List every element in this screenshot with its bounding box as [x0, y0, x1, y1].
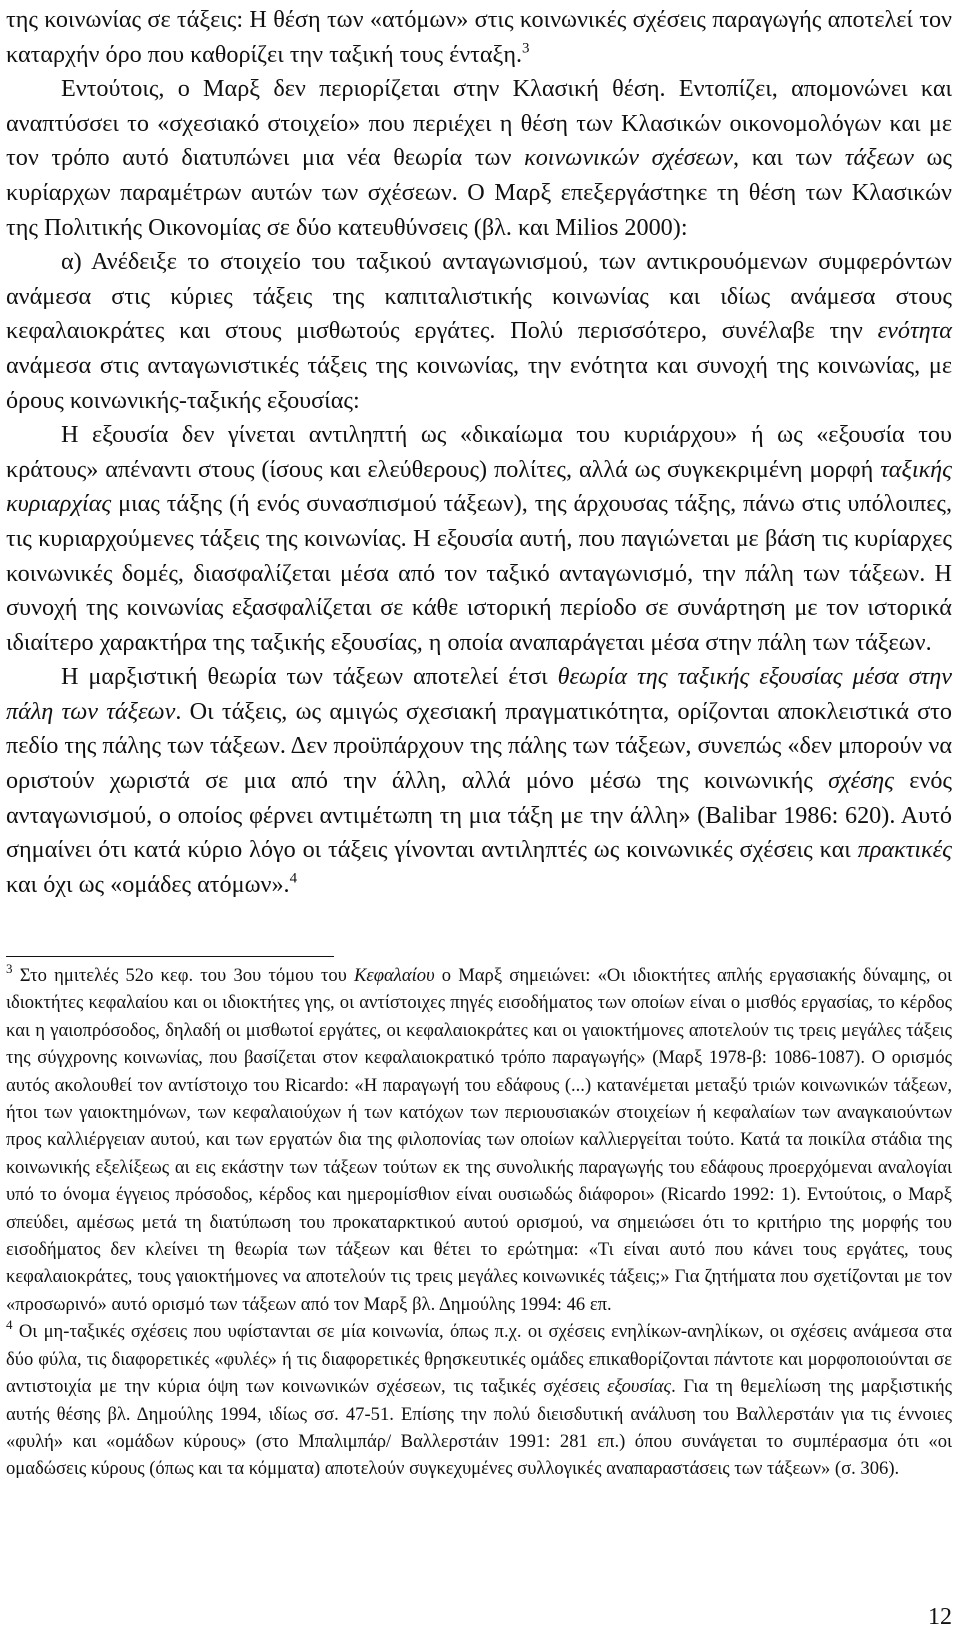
emphasis-text: εξουσίας [607, 1376, 672, 1398]
paragraph [6, 660, 952, 902]
footnotes [6, 962, 952, 1483]
emphasis-text: Κεφαλαίου [354, 965, 435, 986]
text-run: ως κυρίαρχων παραμέτρων αυτών των σχέσεων. Ο Μαρξ επεξεργάστηκε τη θέση των Κλασικών της Πολιτικής Οικονομίας σε δύο κατευθύνσεις (βλ. και Milios 2000): [6, 144, 953, 241]
paragraph [6, 245, 952, 418]
text-run: . Για τη θεμελίωση της μαρξιστικής αυτής θέσης βλ. Δημούλης 1994, ιδίως σσ. 47-51. Επίσης την πολύ διεισδυτική ανάλυση του Βαλλερστάιν για τις έννοιες «φυλή» και «ομάδων κύρους» (στο Μπαλιμπάρ/ Βαλλερστάιν 1991: 281 επ.) όπου συνάγεται το συμπέρασμα ότι «οι ομαδώσεις κύρους (όπως και τα κόμματα) αποτελούν συγκεχυμένες συλλογικές αναπαραστάσεις των τάξεων» (σ. 306). [6, 1376, 952, 1480]
footnote-marker: 4 [289, 870, 298, 887]
emphasis-text: τάξεων [844, 144, 914, 172]
text-run: . Οι τάξεις, ως αμιγώς σχεσιακή πραγματικότητα, ορίζονται αποκλειστικά στο πεδίο της πάλης των τάξεων. Δεν προϋπάρχουν της πάλης των τάξεων, συνεπώς «δεν μπορούν να οριστούν χωριστά σε μια από την άλλη, αλλά μόνο μέσω της κοινωνικής [6, 697, 952, 795]
footnote [6, 1318, 952, 1482]
text-run: Στο ημιτελές 52ο κεφ. του 3ου τόμου του [12, 965, 355, 986]
text-run: Εντούτοις, ο Μαρξ δεν περιορίζεται στην Κλασική θέση. Εντοπίζει, απομονώνει και αναπτύσσει το «σχεσιακό στοιχείο» που περιέχει η θέση των Κλασικών οικονομολόγων και με τον τρόπο αυτό διατυπώνει μια νέα θεωρία των [6, 75, 952, 172]
emphasis-text: κοινωνικών σχέσεων [524, 144, 734, 172]
paragraph [6, 3, 952, 72]
emphasis-text: σχέσης [828, 767, 894, 795]
footnote [6, 962, 952, 1318]
text-run: Οι μη-ταξικές σχέσεις που υφίστανται σε μία κοινωνία, όπως π.χ. οι σχέσεις ενηλίκων-ανηλίκων, οι σχέσεις ανάμεσα στα δύο φύλα, τις διαφορετικές «φυλές» ή τις διαφορετικές θρησκευτικές ομάδες επικαθορίζονται πάντοτε και μορφοποιούνται σε αντιστοιχία με την κύρια όψη των κοινωνικών σχέσεων, τις ταξικές σχέσεις [6, 1321, 952, 1398]
paragraph [6, 72, 952, 245]
footnote-marker: 3 [6, 960, 13, 976]
text-run: ενός ανταγωνισμού, ο οποίος φέρνει αντιμέτωπη τη μια τάξη με την άλλη» (Balibar 1986: 620). Αυτό σημαίνει ότι κατά κύριο λόγο οι τάξεις γίνονται αντιληπτές ως κοινωνικές σχέσεις και [6, 767, 953, 864]
text-run: και όχι ως «ομάδες ατόμων». [6, 870, 290, 898]
text-run: Η εξουσία δεν γίνεται αντιληπτή ως «δικαίωμα του κυριάρχου» ή ως «εξουσία του κράτους» απέναντι στους (ίσους και ελεύθερους) πολίτες, αλλά ως συγκεκριμένη μορφή [6, 421, 952, 483]
body-text [6, 3, 952, 902]
text-run: α) Ανέδειξε το στοιχείο του ταξικού ανταγωνισμού, των αντικρουόμενων συμφερόντων ανάμεσα στις κύριες τάξεις της καπιταλιστικής κοινωνίας και ιδίως ανάμεσα στους κεφαλαιοκράτες και στους μισθωτούς εργάτες. Πολύ περισσότερο, συνέλαβε την [6, 248, 952, 345]
text-run: της κοινωνίας σε τάξεις: Η θέση των «ατόμων» στις κοινωνικές σχέσεις παραγωγής αποτελεί τον καταρχήν όρο που καθορίζει την ταξική τους ένταξη. [6, 6, 952, 68]
text-run: μιας τάξης (ή ενός συνασπισμού τάξεων), της άρχουσας τάξης, πάνω στις υπόλοιπες, τις κυριαρχούμενες τάξεις της κοινωνίας. Η εξουσία αυτή, που παγιώνεται με βάση τις κυρίαρχες κοινωνικές δομές, διασφαλίζεται μέσα από τον ταξικό ανταγωνισμό, την πάλη των τάξεων. Η συνοχή της κοινωνίας εξασφαλίζεται σε κάθε ιστορική περίοδο σε συνάρτηση με τον ιστορικά ιδιαίτερο χαρακτήρα της ταξικής εξουσίας, η οποία αναπαράγεται μέσα στην πάλη των τάξεων. [6, 490, 952, 656]
paragraph [6, 418, 952, 660]
text-run: ανάμεσα στις ανταγωνιστικές τάξεις της κοινωνίας, την ενότητα και συνοχή της κοινωνίας, με όρους κοινωνικής-ταξικής εξουσίας: [6, 351, 952, 414]
emphasis-text: ενότητα [877, 317, 952, 345]
emphasis-text: θεωρία της ταξικής εξουσίας μέσα στην πάλη των τάξεων [6, 663, 953, 725]
text-run: ο Μαρξ σημειώνει: «Οι ιδιοκτήτες απλής εργασιακής δύναμης, οι ιδιοκτήτες κεφαλαίου και οι ιδιοκτήτες γης, οι αντίστοιχες πηγές εισοδήματος των οποίων είναι ο μισθός εργασίας, το κέρδος και η γαιοπρόσοδος, δηλαδή οι μισθωτοί εργάτες, οι κεφαλαιοκράτες και οι γαιοκτήμονες αποτελούν τις τρεις μεγάλες τάξεις της σύγχρονης κοινωνίας, που βασίζεται στον κεφαλαιοκρατικό τρόπο παραγωγής» (Μαρξ 1978-β: 1086-1087). Ο ορισμός αυτός ακολουθεί τον αντίστοιχο του Ricardo: «Η παραγωγή του εδάφους (...) κατανέμεται μεταξύ τριών κοινωνικών τάξεων, ήτοι των γαιοκτημόνων, των κεφαλαιούχων ή των κατόχων των περιουσιακών στοιχείων ή κεφαλαίων των αναγκαιούντων προς καλλιέργειαν αυτού, και των εργατών δια της φιλοπονίας των οποίων καλλιεργείται τούτο. Κατά τα ποικίλα στάδια της κοινωνικής εξελίξεως αι εις εκάστην των τάξεων τούτων εκ της συνολικής παραγωγής του εδάφους προερχόμεναι αναλογίαι υπό το όνομα έγγειος πρόσοδος, κέρδος και ημερομίσθιον είναι ουσιωδώς διάφοροι» (Ricardo 1992: 1). Εντούτοις, ο Μαρξ σπεύδει, αμέσως μετά τη διατύπωση του προκαταρκτικού αυτού ορισμού, να σημειώσει ότι το κριτήριο της μορφής του εισοδήματος δεν κλείνει τη θεωρία των τάξεων και θέτει το ερώτημα: «Τι είναι αυτό που κάνει τους εργάτες, τους κεφαλαιοκράτες, τους γαιοκτήμονες να αποτελούν τις τρεις μεγάλες κοινωνικές τάξεις;» Για ζητήματα που σχετίζονται με τον «προσωρινό» αυτό ορισμό των τάξεων από τον Μαρξ βλ. Δημούλης 1994: 46 επ. [6, 965, 952, 1315]
footnote-marker: 3 [522, 40, 530, 57]
footnote-marker: 4 [6, 1317, 13, 1333]
text-run: Η μαρξιστική θεωρία των τάξεων αποτελεί έτσι [61, 663, 558, 691]
footnote-separator [6, 956, 334, 957]
emphasis-text: ταξικής κυριαρχίας [6, 455, 952, 518]
emphasis-text: πρακτικές [857, 836, 952, 864]
page-number: 12 [928, 1604, 952, 1630]
text-run: , και των [733, 144, 845, 172]
